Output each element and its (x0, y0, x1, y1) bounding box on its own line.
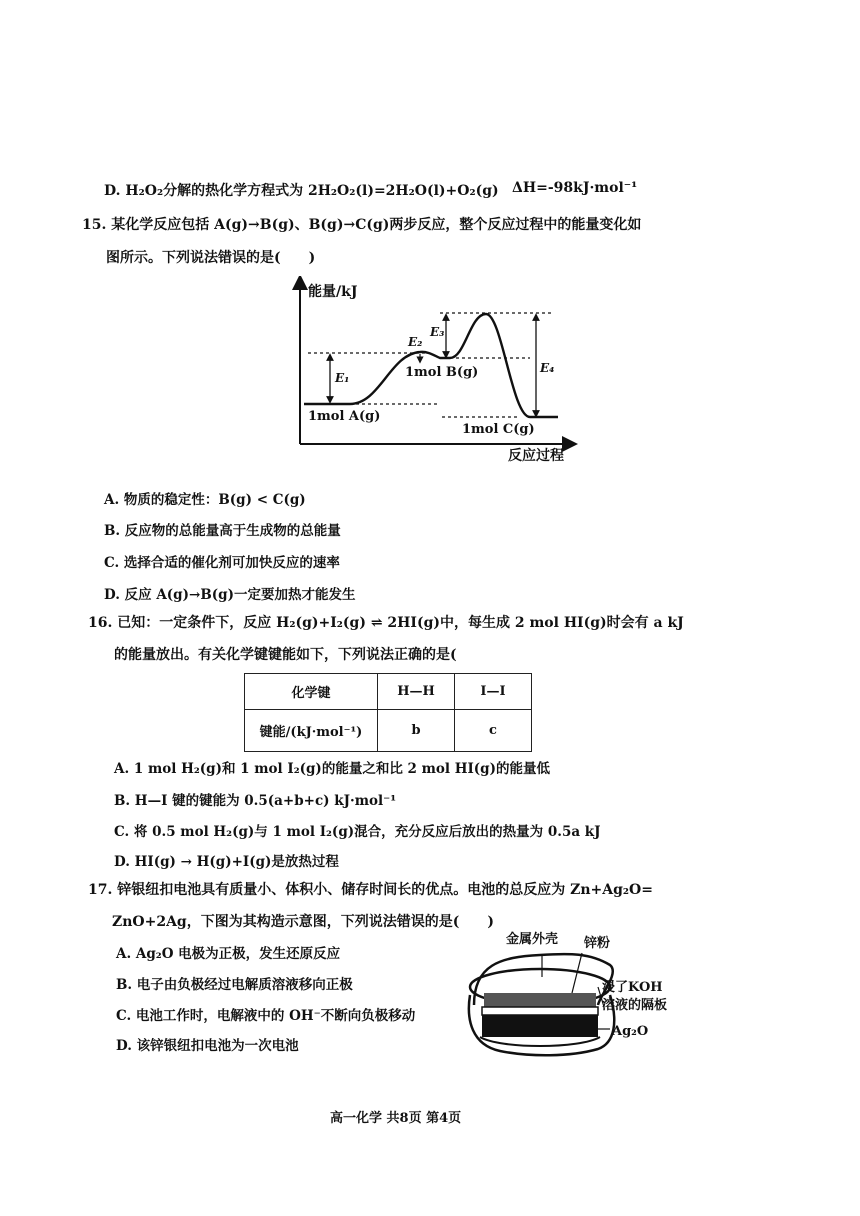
y-axis-label: 能量/kJ (308, 284, 358, 300)
table-row-label: 键能/(kJ·mol⁻¹) (245, 710, 378, 752)
label-1mol-a: 1mol A(g) (308, 409, 381, 424)
table-header-ii: I—I (455, 674, 532, 710)
page-footer: 高一化学 共8页 第4页 (330, 1111, 462, 1126)
label-ag2o: Ag₂O (612, 1024, 649, 1039)
e1-label: E₁ (335, 371, 350, 385)
q16-option-c: C. 将 0.5 mol H₂(g)与 1 mol I₂(g)混合，充分反应后放出的热量为 0.5a kJ (114, 824, 601, 840)
e4-label: E₄ (540, 361, 555, 375)
button-cell-diagram (460, 925, 710, 1065)
label-1mol-c: 1mol C(g) (462, 422, 535, 437)
q16-option-a: A. 1 mol H₂(g)和 1 mol I₂(g)的能量之和比 2 mol HI(g)的能量低 (114, 761, 551, 777)
label-zinc-powder: 锌粉 (584, 936, 611, 951)
q14-option-d: D. H₂O₂分解的热化学方程式为 2H₂O₂(l)=2H₂O(l)+O₂(g) (104, 183, 499, 199)
q16-stem-line1: 16. 已知：一定条件下，反应 H₂(g)+I₂(g) ⇌ 2HI(g)中，每生成 2 mol HI(g)时会有 a kJ (88, 615, 684, 631)
e3-label: E₃ (430, 325, 445, 339)
label-1mol-b: 1mol B(g) (405, 365, 479, 380)
table-header-bond: 化学键 (245, 674, 378, 710)
label-metal-shell: 金属外壳 (506, 932, 559, 947)
q17-option-c: C. 电池工作时，电解液中的 OH⁻不断向负极移动 (116, 1008, 416, 1024)
x-axis-label: 反应过程 (508, 448, 564, 464)
q17-option-a: A. Ag₂O 电极为正极，发生还原反应 (116, 946, 341, 962)
q15-option-b: B. 反应物的总能量高于生成物的总能量 (104, 523, 341, 539)
q15-option-c: C. 选择合适的催化剂可加快反应的速率 (104, 555, 340, 571)
q15-option-d: D. 反应 A(g)→B(g)一定要加热才能发生 (104, 587, 356, 603)
q15-stem-line1: 15. 某化学反应包括 A(g)→B(g)、B(g)→C(g)两步反应，整个反应过程中的能量变化如 (82, 217, 642, 233)
bond-energy-table (244, 673, 532, 752)
energy-diagram (290, 276, 590, 466)
table-cell-b: b (378, 710, 455, 752)
q16-option-d: D. HI(g) → H(g)+I(g)是放热过程 (114, 854, 339, 870)
q16-option-b: B. H—I 键的键能为 0.5(a+b+c) kJ·mol⁻¹ (114, 793, 397, 809)
q17-stem-line2: ZnO+2Ag，下图为其构造示意图，下列说法错误的是( ) (112, 914, 494, 930)
label-separator-line2: 溶液的隔板 (602, 998, 668, 1013)
q17-stem-line1: 17. 锌银纽扣电池具有质量小、体积小、储存时间长的优点。电池的总反应为 Zn+Ag₂O= (88, 882, 653, 898)
table-cell-c: c (455, 710, 532, 752)
label-separator-line1: 浸了KOH (602, 980, 663, 995)
q14-enthalpy: ΔH=-98kJ·mol⁻¹ (512, 180, 638, 196)
q16-stem-line2: 的能量放出。有关化学键键能如下，下列说法正确的是( (114, 647, 457, 663)
e2-label: E₂ (408, 335, 423, 349)
q15-stem-line2: 图所示。下列说法错误的是( ) (106, 250, 316, 266)
table-header-hh: H—H (378, 674, 455, 710)
q15-option-a: A. 物质的稳定性：B(g) < C(g) (104, 492, 306, 508)
q17-option-b: B. 电子由负极经过电解质溶液移向正极 (116, 977, 353, 993)
q17-option-d: D. 该锌银纽扣电池为一次电池 (116, 1038, 299, 1054)
